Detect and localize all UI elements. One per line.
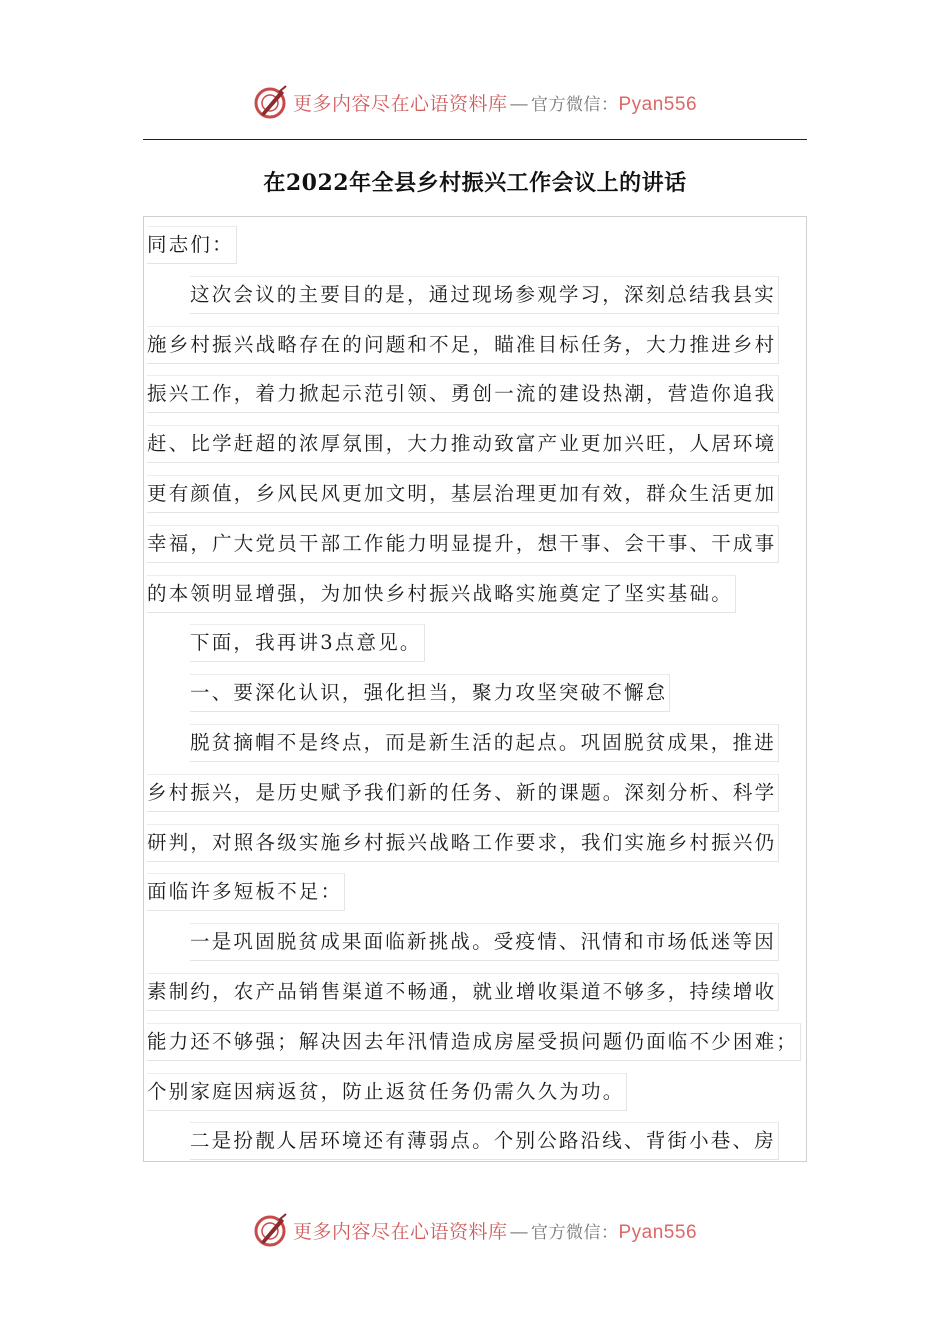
header-brand xyxy=(0,82,950,122)
brand-dash: — xyxy=(509,1220,529,1243)
text-line: 二是扮靓人居环境还有薄弱点。个别公路沿线、背街小巷、房 xyxy=(147,1122,797,1172)
pen-logo-icon xyxy=(253,1212,289,1248)
brand-wechat-handle: Pyan556 xyxy=(618,93,698,115)
section-heading: 一、要深化认识，强化担当，聚力攻坚突破不懈怠 xyxy=(147,674,797,724)
text-line: 能力还不够强；解决因去年汛情造成房屋受损问题仍面临不少困难； xyxy=(147,1023,797,1073)
text-line: 这次会议的主要目的是，通过现场参观学习，深刻总结我县实 xyxy=(147,276,797,326)
text-line: 同志们： xyxy=(147,226,797,276)
brand-wechat-label: 官方微信： xyxy=(531,94,619,115)
text-line: 的本领明显增强，为加快乡村振兴战略实施奠定了坚实基础。 xyxy=(147,575,797,625)
header-brand-text xyxy=(293,89,697,116)
pen-logo-icon xyxy=(253,84,289,120)
text-line: 脱贫摘帽不是终点，而是新生活的起点。巩固脱贫成果，推进 xyxy=(147,724,797,774)
text-line: 赶、比学赶超的浓厚氛围，大力推动致富产业更加兴旺，人居环境 xyxy=(147,425,797,475)
text-line: 面临许多短板不足： xyxy=(147,873,797,923)
brand-dash: — xyxy=(509,92,529,115)
text-line: 素制约，农产品销售渠道不畅通，就业增收渠道不够多，持续增收 xyxy=(147,973,797,1023)
document-body xyxy=(147,226,797,1172)
text-line: 研判，对照各级实施乡村振兴战略工作要求，我们实施乡村振兴仍 xyxy=(147,824,797,874)
brand-name: 更多内容尽在心语资料库 xyxy=(292,92,508,115)
footer-brand xyxy=(0,1210,950,1250)
brand-wechat-label: 官方微信： xyxy=(531,1222,619,1243)
text-line: 一是巩固脱贫成果面临新挑战。受疫情、汛情和市场低迷等因 xyxy=(147,923,797,973)
text-line: 施乡村振兴战略存在的问题和不足，瞄准目标任务，大力推进乡村 xyxy=(147,326,797,376)
text-line: 幸福，广大党员干部工作能力明显提升，想干事、会干事、干成事 xyxy=(147,525,797,575)
text-line: 振兴工作，着力掀起示范引领、勇创一流的建设热潮，营造你追我 xyxy=(147,375,797,425)
text-line: 乡村振兴，是历史赋予我们新的任务、新的课题。深刻分析、科学 xyxy=(147,774,797,824)
footer-brand-text xyxy=(293,1217,697,1244)
header-divider xyxy=(143,139,807,140)
brand-name: 更多内容尽在心语资料库 xyxy=(292,1220,508,1243)
text-line: 下面，我再讲3点意见。 xyxy=(147,624,797,674)
document-title: 在2022年全县乡村振兴工作会议上的讲话 xyxy=(263,170,687,196)
text-line: 更有颜值，乡风民风更加文明，基层治理更加有效，群众生活更加 xyxy=(147,475,797,525)
text-line: 个别家庭因病返贫，防止返贫任务仍需久久为功。 xyxy=(147,1073,797,1123)
brand-wechat-handle: Pyan556 xyxy=(618,1221,698,1243)
